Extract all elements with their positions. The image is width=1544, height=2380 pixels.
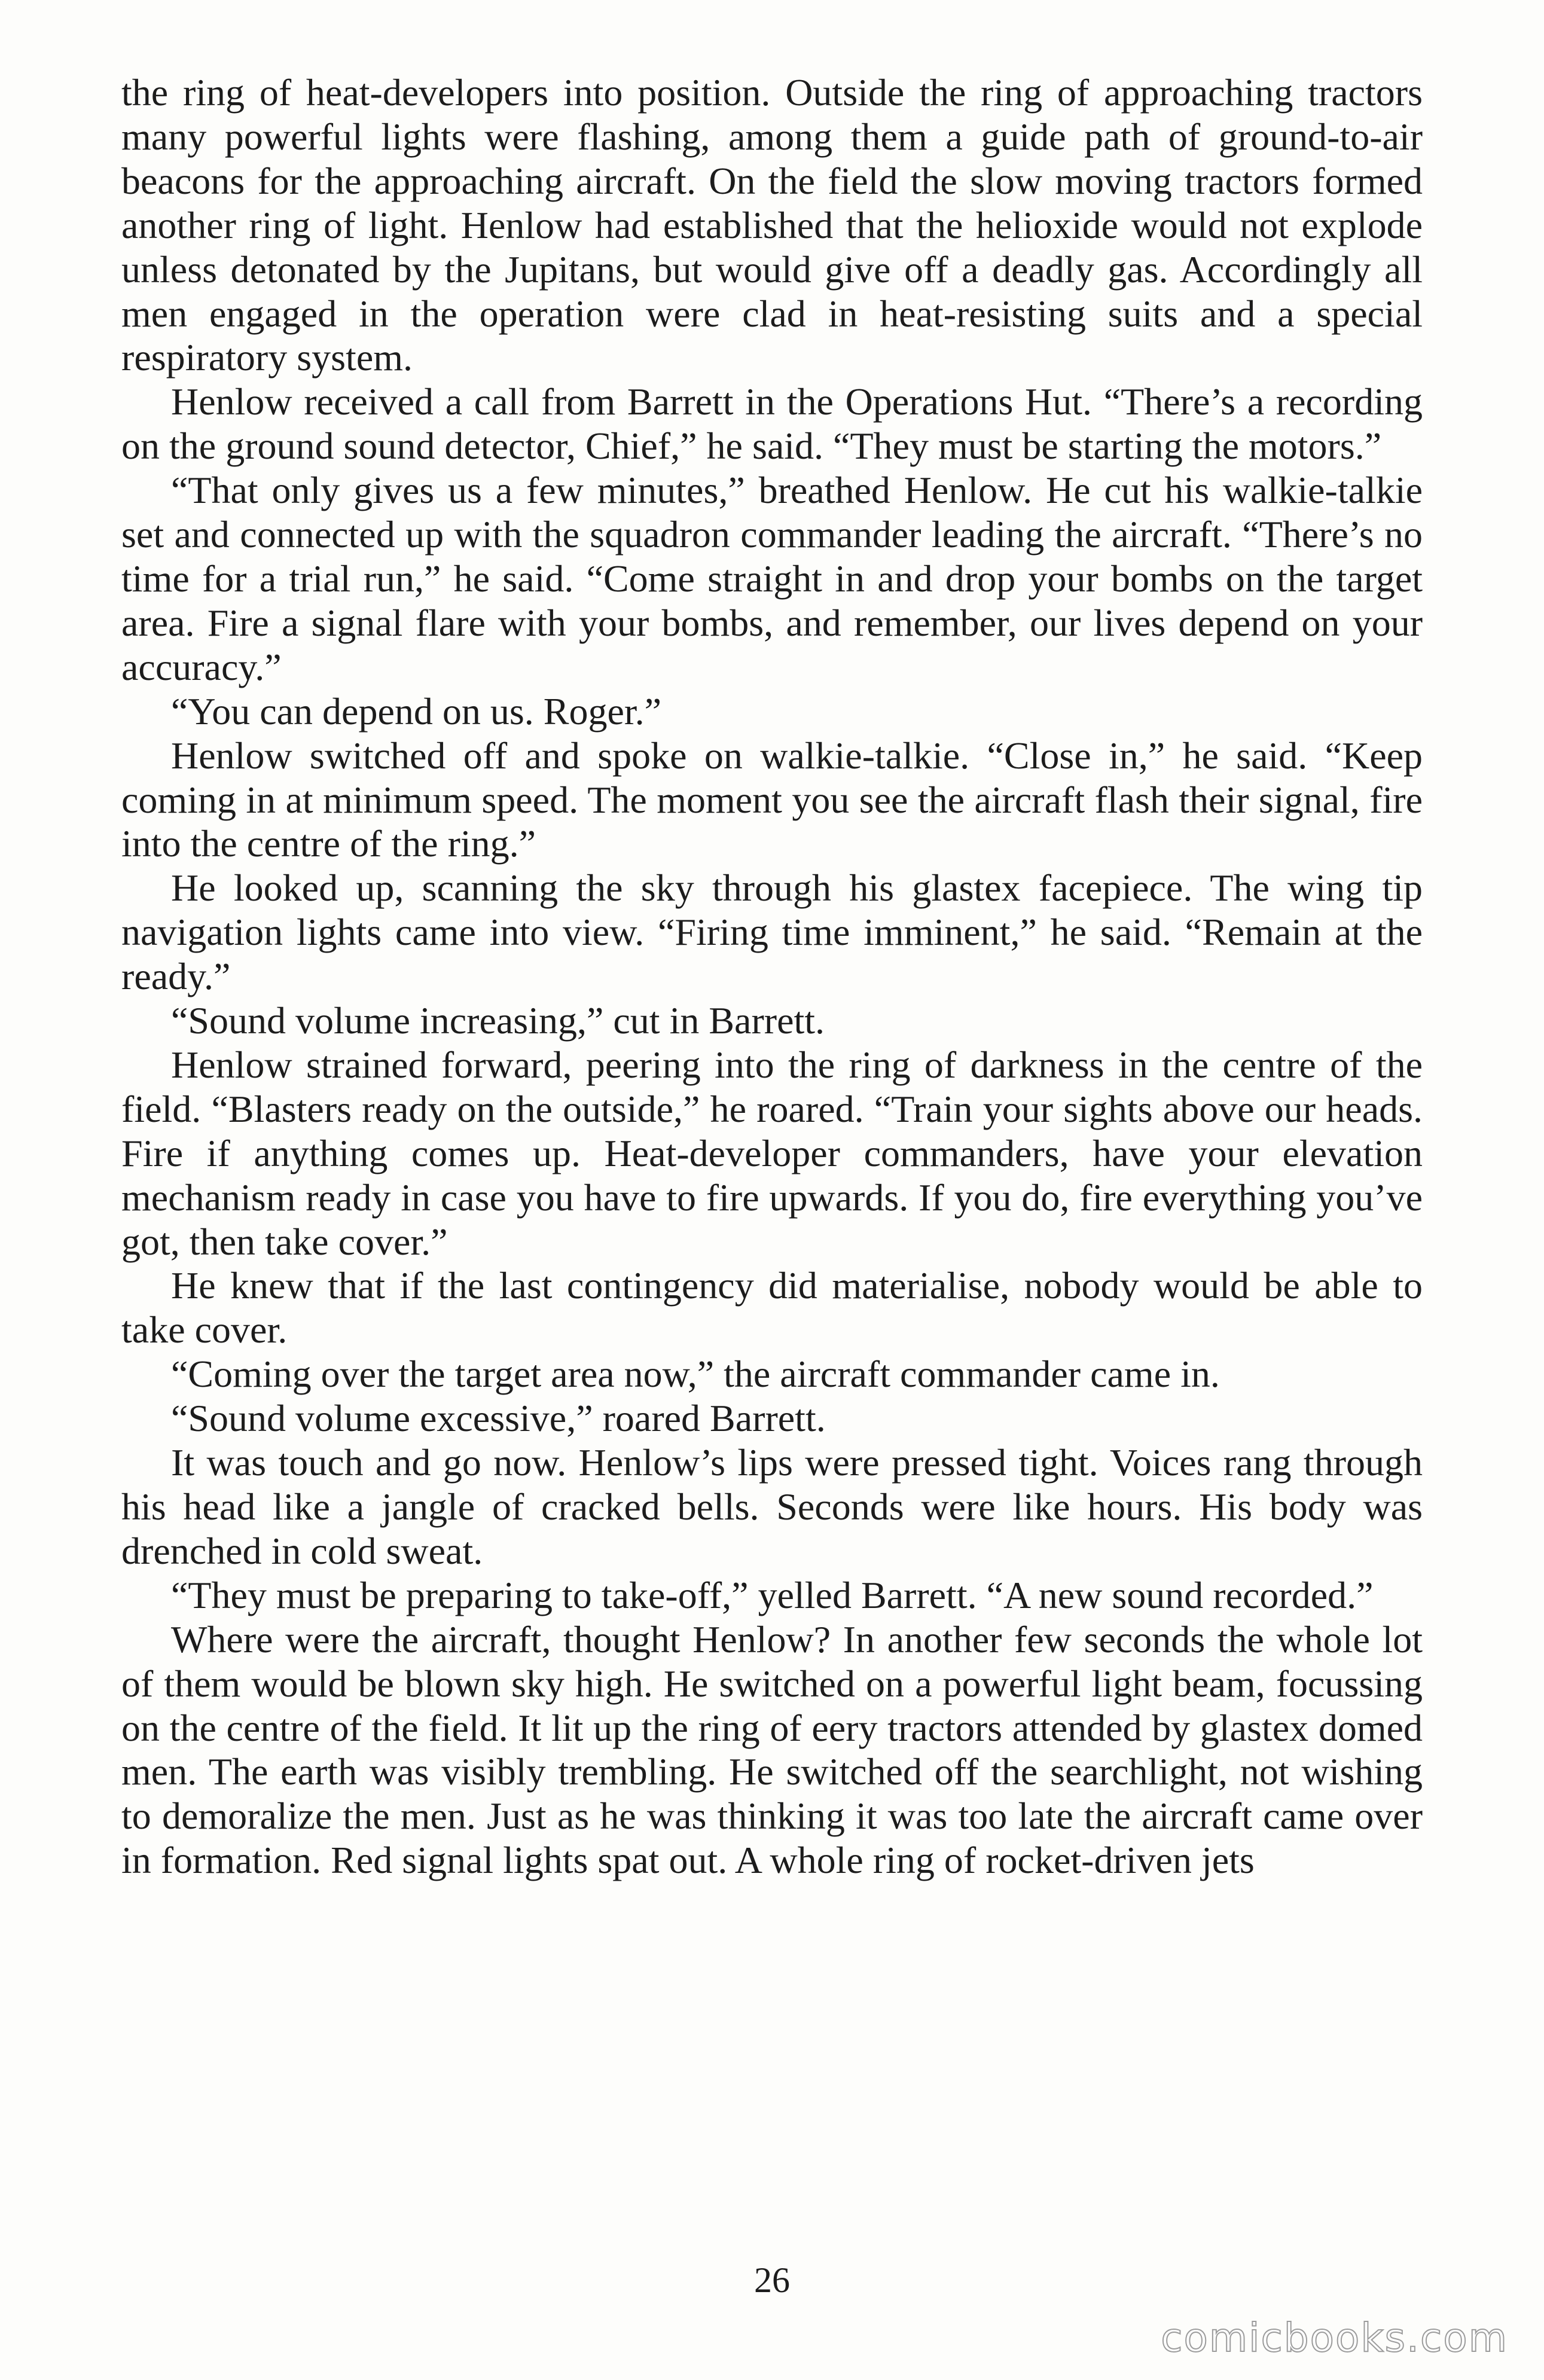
paragraph: “Coming over the target area now,” the aircraft commander came in. bbox=[171, 1353, 1220, 1396]
paragraph: “Sound volume excessive,” roared Barrett. bbox=[171, 1397, 826, 1440]
paragraph: Henlow strained forward, peering into the ring of darkness in the centre of the field. “Blasters ready on the outside,” he roared. “Train your sights above our heads. Fire if anything comes up. Heat-developer commanders, have your elevation mechanism ready in case you have to fire upwards. If you do, fire everything you’ve got, then take cover.” bbox=[121, 1043, 1423, 1263]
paragraph: Henlow switched off and spoke on walkie-talkie. “Close in,” he said. “Keep coming in at minimum speed. The moment you see the aircraft flash their signal, fire into the centre of the ring.” bbox=[121, 734, 1423, 865]
paragraph: “That only gives us a few minutes,” breathed Henlow. He cut his walkie-talkie set and connected up with the squadron commander leading the aircraft. “There’s no time for a trial run,” he said. “Come straight in and drop your bombs on the target area. Fire a signal flare with your bombs, and remember, our lives depend on your accuracy.” bbox=[121, 469, 1423, 688]
paragraph: Henlow received a call from Barrett in the Operations Hut. “There’s a recording on the ground sound detector, Chief,” he said. “They must be starting the motors.” bbox=[121, 380, 1423, 468]
body-text bbox=[121, 71, 1423, 1882]
paragraph: “They must be preparing to take-off,” yelled Barrett. “A new sound recorded.” bbox=[171, 1573, 1374, 1616]
paragraph: “Sound volume increasing,” cut in Barrett. bbox=[171, 999, 825, 1042]
paragraph: He knew that if the last contingency did materialise, nobody would be able to take cover. bbox=[121, 1264, 1423, 1351]
page-number: 26 bbox=[754, 2260, 790, 2300]
watermark-logo: comicbooks.com bbox=[1161, 2315, 1508, 2361]
paragraph: It was touch and go now. Henlow’s lips were pressed tight. Voices rang through his head like a jangle of cracked bells. Seconds were like hours. His body was drenched in cold sweat. bbox=[121, 1441, 1423, 1572]
paragraph: He looked up, scanning the sky through his glastex facepiece. The wing tip navigation lights came into view. “Firing time imminent,” he said. “Remain at the ready.” bbox=[121, 866, 1423, 998]
paragraph: the ring of heat-developers into position. Outside the ring of approaching tractors many powerful lights were flashing, among them a guide path of ground-to-air beacons for the approaching aircraft. On the field the slow moving tractors formed another ring of light. Henlow had established that the helioxide would not explode unless detonated by the Jupitans, but would give off a deadly gas. Accordingly all men engaged in the operation were clad in heat-resisting suits and a special respiratory system. bbox=[121, 71, 1423, 379]
paragraph: Where were the aircraft, thought Henlow? In another few seconds the whole lot of them would be blown sky high. He switched on a powerful light beam, focussing on the centre of the field. It lit up the ring of eery tractors attended by glastex domed men. The earth was visibly trembling. He switched off the searchlight, not wishing to demoralize the men. Just as he was thinking it was too late the aircraft came over in formation. Red signal lights spat out. A whole ring of rocket-driven jets bbox=[121, 1618, 1423, 1882]
paragraph: “You can depend on us. Roger.” bbox=[171, 689, 662, 733]
